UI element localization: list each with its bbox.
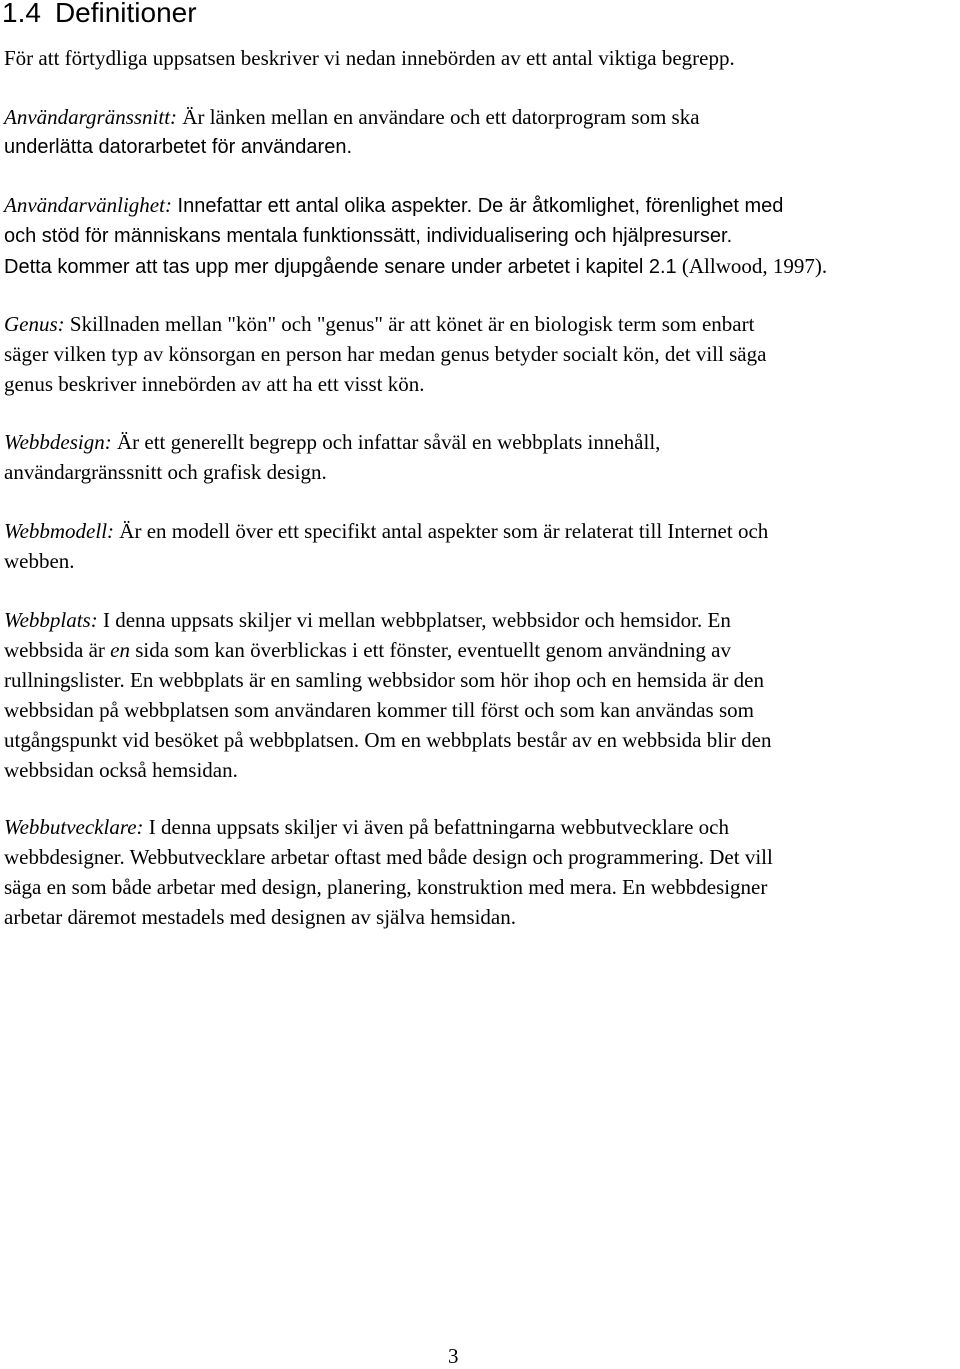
definition-anvandarvanlighet: Användarvänlighet: Innefattar ett antal olika aspekter. De är åtkomlighet, förenlighet med och stöd för människans mentala funktionssätt, individualisering och hjälpresurser. Detta kommer att tas upp mer djupgående senare under arbetet i kapitel 2.1 (Allwood, 1997). (4, 193, 828, 278)
section-heading (2, 0, 197, 29)
definition-term: Användargränssnitt: (4, 105, 178, 129)
section-number: 1.4 (2, 0, 41, 28)
definition-webbdesign: Webbdesign: Är ett generellt begrepp och infattar såväl en webbplats innehåll, användargränssnitt och grafisk design. (4, 430, 661, 484)
intro-paragraph: För att förtydliga uppsatsen beskriver vi nedan innebörden av ett antal viktiga begrepp. (4, 46, 735, 70)
definition-term: Webbutvecklare: (4, 815, 144, 839)
definition-term: Användarvänlighet: (4, 193, 172, 217)
definition-term: Webbplats: (4, 608, 98, 632)
definition-webbutvecklare: Webbutvecklare: I denna uppsats skiljer vi även på befattningarna webbutvecklare och webbdesigner. Webbutvecklare arbetar oftast med både design och programmering. Det vill säga en som både arbetar med design, planering, konstruktion med mera. En webbdesigner arbetar däremot mestadels med designen av själva hemsidan. (4, 815, 773, 929)
definition-anvandargranssnitt: Användargränssnitt: Är länken mellan en användare och ett datorprogram som ska underlätta datorarbetet för användaren. (4, 105, 700, 158)
definition-term: Genus: (4, 312, 65, 336)
definition-term: Webbmodell: (4, 519, 115, 543)
section-title: Definitioner (54, 0, 197, 28)
definition-webbmodell: Webbmodell: Är en modell över ett specifikt antal aspekter som är relaterat till Internet och webben. (4, 519, 769, 573)
definition-term: Webbdesign: (4, 430, 112, 454)
page-number: 3 (448, 1344, 459, 1368)
definition-webbplats: Webbplats: I denna uppsats skiljer vi mellan webbplatser, webbsidor och hemsidor. En webbsida är en sida som kan överblickas i ett fönster, eventuellt genom användning av rullningslister. En webbplats är en samling webbsidor som hör ihop och en hemsida är den webbsidan på webbplatsen som användaren kommer till först och som kan användas som utgångspunkt vid besöket på webbplatsen. Om en webbplats består av en webbsida blir den webbsidan också hemsidan. (4, 608, 772, 782)
definition-genus: Genus: Skillnaden mellan "kön" och "genus" är att könet är en biologisk term som enbart säger vilken typ av könsorgan en person har medan genus betyder socialt kön, det vill säga genus beskriver innebörden av att ha ett visst kön. (4, 312, 767, 396)
